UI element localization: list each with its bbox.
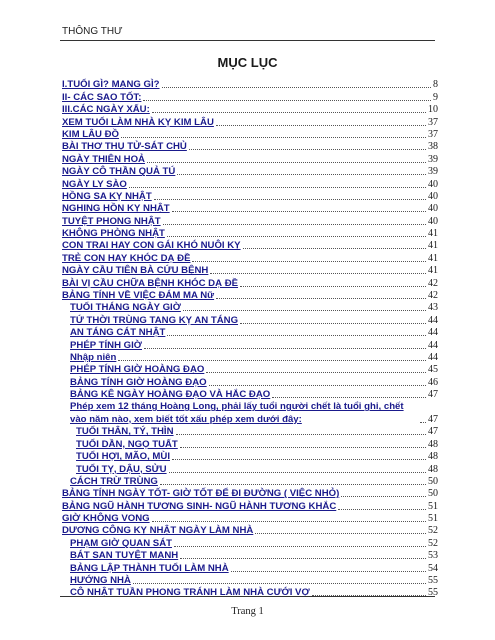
- toc-entry-page: 51: [428, 500, 438, 512]
- toc-entry[interactable]: [62, 153, 438, 165]
- footer-rule: [60, 596, 435, 597]
- toc-entry-page: 52: [428, 537, 438, 549]
- toc-entry-page: 47: [428, 389, 438, 401]
- dot-leader: [180, 558, 426, 559]
- toc-entry-page: 50: [428, 475, 438, 487]
- toc-entry-label[interactable]: Phép xem 12 tháng Hoàng Long, phải lấy tuổi người chết là tuổi ghi, chết vào năm nào, xem biết tốt xấu phép xem dưới đây:: [70, 401, 404, 425]
- dot-leader: [272, 397, 426, 398]
- toc-entry-page: 40: [428, 190, 438, 202]
- toc-entry[interactable]: [62, 327, 438, 339]
- dot-leader: [172, 211, 426, 212]
- dot-leader: [172, 459, 426, 460]
- toc-entry-label[interactable]: II- CÁC SAO TỐT:: [62, 91, 142, 103]
- toc-entry-label[interactable]: BẢNG KÊ NGÀY HOÀNG ĐẠO VÀ HẮC ĐẠO: [70, 389, 271, 401]
- toc-entry-page: 41: [428, 265, 438, 277]
- toc-entry[interactable]: [62, 550, 438, 562]
- dot-leader: [338, 509, 426, 510]
- toc-entry-page: 40: [428, 203, 438, 215]
- toc-entry-label[interactable]: BẢNG LẬP THÀNH TUỔI LÀM NHÀ: [70, 562, 229, 574]
- toc-entry[interactable]: [62, 525, 438, 537]
- toc-entry[interactable]: [62, 302, 438, 314]
- dot-leader: [163, 224, 426, 225]
- toc-entry[interactable]: [62, 476, 438, 488]
- dot-leader: [143, 100, 431, 101]
- page-title: MỤC LỤC: [217, 55, 278, 70]
- dot-leader: [152, 521, 426, 522]
- toc-entry-page: 40: [428, 215, 438, 227]
- toc-entry-page: 39: [428, 153, 438, 165]
- toc-entry-page: 52: [428, 525, 438, 537]
- toc-entry[interactable]: [62, 166, 438, 178]
- toc-entry-label[interactable]: HỒNG SA KỴ NHẬT: [62, 190, 152, 202]
- toc-entry-page: 44: [428, 314, 438, 326]
- toc-entry-page: 44: [428, 327, 438, 339]
- dot-leader: [133, 583, 426, 584]
- toc-entry-label[interactable]: AN TÁNG CÁT NHẬT: [70, 327, 166, 339]
- dot-leader: [192, 261, 426, 262]
- toc-entry-label[interactable]: NGHING HỒN KỴ NHẬT: [62, 203, 170, 215]
- dot-leader: [183, 310, 426, 311]
- toc-entry[interactable]: [62, 488, 438, 500]
- toc-entry[interactable]: [62, 426, 438, 438]
- dot-leader: [169, 472, 426, 473]
- dot-leader: [154, 199, 426, 200]
- toc-entry-label[interactable]: TUYỆT PHONG NHẬT: [62, 215, 161, 227]
- toc-entry-label[interactable]: GIỜ KHÔNG VONG: [62, 513, 150, 525]
- toc-entry[interactable]: [62, 240, 438, 252]
- toc-entry-page: 42: [428, 277, 438, 289]
- toc-entry[interactable]: [62, 537, 438, 549]
- dot-leader: [121, 137, 426, 138]
- dot-leader: [231, 571, 426, 572]
- toc-entry[interactable]: [62, 339, 438, 351]
- toc-entry[interactable]: [62, 364, 438, 376]
- toc-entry[interactable]: [62, 376, 438, 388]
- dot-leader: [167, 335, 426, 336]
- dot-leader: [341, 496, 426, 497]
- toc-entry[interactable]: [62, 562, 438, 574]
- toc-entry-page: 37: [428, 116, 438, 128]
- dot-leader: [147, 162, 426, 163]
- toc-entry-label[interactable]: III.CÁC NGÀY XẤU:: [62, 104, 150, 116]
- dot-leader: [152, 112, 426, 113]
- toc-entry[interactable]: [62, 203, 438, 215]
- dot-leader: [167, 236, 426, 237]
- toc-entry[interactable]: [62, 277, 438, 289]
- toc-entry[interactable]: [62, 215, 438, 227]
- page-number: Trang 1: [231, 606, 264, 617]
- dot-leader: [240, 323, 426, 324]
- dot-leader: [177, 174, 426, 175]
- toc-entry[interactable]: [62, 587, 438, 599]
- toc-entry-label[interactable]: Nhập niên: [70, 351, 117, 363]
- toc-entry[interactable]: [62, 116, 438, 128]
- toc-entry-label[interactable]: BÀI THƠ THỤ TỬ-SÁT CHỦ: [62, 141, 187, 153]
- toc-entry-page: 10: [428, 104, 438, 116]
- toc-entry-label[interactable]: HƯỚNG NHÀ: [70, 575, 131, 587]
- toc-entry-label[interactable]: PHÉP TÍNH GIỜ HOÀNG ĐẠO: [70, 364, 205, 376]
- toc-entry-page: 48: [428, 451, 438, 463]
- toc-entry-label[interactable]: TUỔI THÂN, TÝ, THÌN: [76, 426, 174, 438]
- toc-entry-label[interactable]: TUỔI TỴ, DẬU, SỬU: [76, 463, 167, 475]
- toc-entry-label[interactable]: NGÀY THIÊN HOẢ: [62, 153, 145, 165]
- dot-leader: [210, 273, 426, 274]
- toc-entry-label[interactable]: KIM LÂU ĐỒ: [62, 128, 120, 140]
- toc-entry[interactable]: [62, 500, 438, 512]
- toc-entry[interactable]: [62, 290, 438, 302]
- dot-leader: [216, 298, 426, 299]
- toc-entry-label[interactable]: TỨ THỜI TRÙNG TANG KỴ AN TÁNG: [70, 314, 239, 326]
- toc-entry-label[interactable]: NGÀY LY SÀO: [62, 178, 127, 190]
- toc-entry-label[interactable]: PHÉP TÍNH GIỜ: [70, 339, 142, 351]
- toc-entry[interactable]: [62, 575, 438, 587]
- toc-entry-label[interactable]: BẢNG TÍNH NGÀY TỐT- GIỜ TỐT ĐỂ ĐI ĐƯỜNG ( VIỆC NHỎ): [62, 488, 340, 500]
- toc-entry-page: 39: [428, 166, 438, 178]
- toc-entry[interactable]: [62, 389, 438, 401]
- toc-entry-page: 9: [433, 91, 438, 103]
- toc-entry-label[interactable]: TUỔI HỢI, MÃO, MÙI: [76, 451, 170, 463]
- toc-entry-page: 48: [428, 438, 438, 450]
- toc-entry-label[interactable]: NGÀY CÔ THẦN QUẢ TÚ: [62, 166, 176, 178]
- toc-entry-page: 41: [428, 240, 438, 252]
- toc-entry-label[interactable]: NGÀY CẦU TIÊN BÀ CỨU BỆNH: [62, 265, 209, 277]
- dot-leader: [180, 447, 426, 448]
- toc-entry[interactable]: [62, 252, 438, 264]
- toc-entry[interactable]: [62, 265, 438, 277]
- dot-leader: [243, 248, 426, 249]
- toc-entry-page: 44: [428, 339, 438, 351]
- toc-entry-label[interactable]: TUỔI DẦN, NGỌ TUẤT: [76, 438, 178, 450]
- toc-entry[interactable]: [62, 91, 438, 103]
- toc-entry-label[interactable]: TRẺ CON HAY KHÓC DẠ ĐỀ: [62, 252, 191, 264]
- toc-entry[interactable]: [62, 79, 438, 91]
- toc-entry[interactable]: [62, 463, 438, 475]
- toc-entry-page: 41: [428, 228, 438, 240]
- toc-entry-page: 43: [428, 302, 438, 314]
- dot-leader: [420, 422, 426, 423]
- dot-leader: [255, 533, 426, 534]
- toc-entry-label[interactable]: CÁCH TRỪ TRÙNG: [70, 475, 158, 487]
- toc-entry-label[interactable]: BÀI VỊ CẦU CHỮA BỆNH KHÓC DẠ ĐỀ: [62, 277, 239, 289]
- toc-entry[interactable]: [62, 104, 438, 116]
- toc-entry-page: 8: [433, 79, 438, 91]
- dot-leader: [209, 385, 426, 386]
- dot-leader: [160, 484, 426, 485]
- dot-leader: [240, 286, 426, 287]
- toc-entry-label[interactable]: I.TUỔI GÌ? MẠNG GÌ?: [62, 79, 160, 91]
- toc-entry-page: 38: [428, 141, 438, 153]
- toc-entry-page: 37: [428, 128, 438, 140]
- header-rule: [60, 40, 435, 41]
- toc-entry-page: 53: [428, 550, 438, 562]
- toc-entry[interactable]: [62, 228, 438, 240]
- toc-entry-label[interactable]: KHÔNG PHÒNG NHẬT: [62, 228, 165, 240]
- toc-entry-page: 40: [428, 178, 438, 190]
- toc-entry-label[interactable]: BẢNG TÍNH VỀ VIỆC ĐÁM MA Nữ: [62, 290, 215, 302]
- dot-leader: [144, 348, 426, 349]
- toc-entry-page: 46: [428, 376, 438, 388]
- toc-entry[interactable]: [62, 352, 438, 364]
- toc-entry[interactable]: [62, 178, 438, 190]
- toc-entry-page: 47: [428, 413, 438, 425]
- toc-entry-page: 51: [428, 513, 438, 525]
- toc-entry[interactable]: [62, 129, 438, 141]
- toc-entry-label[interactable]: BÁT SAN TUYỆT MẠNH: [70, 550, 179, 562]
- dot-leader: [162, 87, 431, 88]
- table-of-contents: [62, 79, 438, 599]
- toc-entry-page: 48: [428, 463, 438, 475]
- dot-leader: [174, 546, 426, 547]
- toc-entry-label[interactable]: CON TRAI HAY CON GÁI KHÓ NUÔI KỴ: [62, 240, 241, 252]
- running-header: THÔNG THƯ: [62, 26, 123, 37]
- toc-entry-page: 50: [428, 488, 438, 500]
- toc-entry-page: 55: [428, 575, 438, 587]
- toc-entry[interactable]: [62, 451, 438, 463]
- toc-entry[interactable]: [62, 314, 438, 326]
- dot-leader: [176, 434, 426, 435]
- dot-leader: [189, 149, 426, 150]
- toc-entry-label[interactable]: PHẠM GIỜ QUAN SÁT: [70, 537, 172, 549]
- dot-leader: [118, 360, 426, 361]
- toc-entry-page: 54: [428, 562, 438, 574]
- toc-entry[interactable]: [62, 401, 438, 426]
- toc-entry-page: 45: [428, 364, 438, 376]
- toc-entry-label[interactable]: DƯƠNG CÔNG KỴ NHẬT NGÀY LÀM NHÀ: [62, 525, 254, 537]
- toc-entry-label[interactable]: BẢNG NGŨ HÀNH TƯƠNG SINH- NGŨ HÀNH TƯƠNG KHẮC: [62, 500, 337, 512]
- toc-entry-label[interactable]: BẢNG TÍNH GIỜ HOÀNG ĐẠO: [70, 376, 207, 388]
- toc-entry[interactable]: [62, 191, 438, 203]
- dot-leader: [206, 372, 426, 373]
- toc-entry-page: 42: [428, 290, 438, 302]
- toc-entry[interactable]: [62, 141, 438, 153]
- toc-entry[interactable]: [62, 513, 438, 525]
- toc-entry-page: 44: [428, 351, 438, 363]
- toc-entry-label[interactable]: TUỔI THÁNG NGÀY GIỜ: [70, 302, 181, 314]
- toc-entry-page: 55: [428, 587, 438, 599]
- dot-leader: [129, 187, 426, 188]
- dot-leader: [216, 125, 426, 126]
- toc-entry-label[interactable]: XEM TUỔI LÀM NHÀ KỴ KIM LÂU: [62, 116, 214, 128]
- toc-entry-label[interactable]: CÔ NHẬT TUẦN PHONG TRÁNH LÀM NHÀ CƯỚI VỢ: [70, 587, 310, 599]
- toc-entry-page: 41: [428, 252, 438, 264]
- toc-entry[interactable]: [62, 438, 438, 450]
- toc-entry-page: 47: [428, 426, 438, 438]
